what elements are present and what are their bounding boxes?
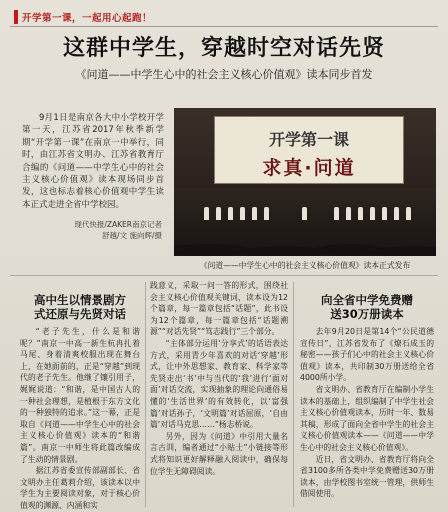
section2-paragraph: “主体部分运用‘分享式’的话语表达方式，采用青少年喜欢的对话‘穿越’形式，让中外思想家、教育家、科学家等先贤走出‘书’中与当代的‘我’进行‘面对面’对话交流，实现抽象的理论向通俗易懂的‘生活世界’的有效转化，以‘富强篇’对话孙子，‘文明篇’对话屈原，‘自由篇’对话马克思……”杨志桥说。	[150, 338, 288, 430]
headline: 这群中学生，穿越时空对话先贤	[62, 36, 385, 61]
performer-figure	[264, 207, 269, 220]
section-banner	[14, 8, 152, 26]
banner-text: 开学第一课，一起用心起跑！	[22, 13, 153, 24]
screen-title: 开学第一课	[268, 130, 349, 149]
audience-silhouette	[374, 246, 436, 256]
section2-body	[150, 280, 288, 477]
section1-title-line2: 式还原与先贤对话	[34, 307, 126, 321]
section3-title-line2: 送30万册读本	[330, 307, 404, 321]
performer-figure	[382, 207, 387, 220]
section3-title	[300, 293, 434, 321]
byline-authors: 舒越/文 施向辉/摄	[102, 231, 162, 240]
byline-reporter: 现代快报/ZAKER南京记者	[74, 220, 162, 229]
photo-caption: 《问道——中学生心中的社会主义核心价值观》读本正式发布	[199, 261, 411, 270]
section1-paragraph: “老子先生，什么是和谐呢？”南京一中高一新生杭冉扎着马尾、身着清爽校服出现在舞台上，在她面前的，正是“穿越”到现代的老子先生。他继了镶引用子，娓娓说道：“和谐，是中国古人的一种社会理想，是植根于东方文化的一种独特的追求。”这一幕，正是取自《问道——中学生心中的社会主义核心价值观》读本的“和谐篇”。南京一中师生将此篇改编成了生动的情景剧。	[20, 327, 140, 464]
section2-paragraph: 另外，因为《问道》中引用大量名言古训，编者通过“小贴士”小链接等形式将知识更好解释融入阅读中，确保每位学生无障碍阅读。	[150, 431, 288, 476]
performer-figure	[204, 207, 209, 220]
section3-title-line1: 向全省中学免费赠	[321, 293, 413, 307]
audience-silhouette	[244, 246, 324, 256]
performer-figure	[370, 207, 375, 220]
stage-screen	[214, 116, 404, 184]
section1-body	[20, 326, 140, 512]
column-divider	[145, 282, 146, 507]
performer-figure	[346, 207, 351, 220]
intro-text: 9月1日是南京各大中小学校开学第一天，江苏省2017年秋季新学期“开学第一课”在南京一中举行，同时，由江苏省文明办、江苏省教育厅合编的《问道——中学生心中的社会主义核心价值观》读本现场同步首发，这也标志着核心价值观中学生读本正式走进全省中学校园。	[22, 113, 164, 210]
section3-body	[300, 326, 434, 500]
intro-paragraph	[22, 112, 164, 211]
section1-title-line1: 高中生以情景剧方	[34, 293, 126, 307]
screen-slogan: 求真·问道	[262, 157, 356, 179]
section3-paragraph: 省文明办、省教育厅在编制小学生读本的基础上，组织编制了中学生社会主义核心价值观读本，历时一年、数易其稿，形成了面向全省中学生的社会主义核心价值观读本——《问道——中学生心中的社会主义核心价值观》。	[300, 384, 434, 452]
banner-accent-bar	[14, 10, 18, 24]
performer-figure	[228, 207, 233, 220]
header-rule	[10, 26, 438, 27]
performer-figure	[240, 207, 245, 220]
byline	[22, 219, 162, 241]
subheadline: 《问道——中学生心中的社会主义核心价值观》读本同步首发	[75, 68, 373, 81]
performer-figure	[252, 207, 257, 220]
section1-paragraph: 据江苏省委宣传部副部长、省文明办主任葛莉介绍，该读本以中学生为主要阅读对象，对于核心价值观的渊源、内涵和实	[20, 466, 140, 510]
performer-figure	[334, 207, 339, 220]
performer-figure	[394, 207, 399, 220]
event-photo	[174, 108, 436, 256]
column-divider	[293, 282, 294, 507]
performer-figure	[302, 207, 307, 220]
performer-figure	[216, 207, 221, 220]
section3-paragraph: 去年9月20日是第14个“公民道德宣传日”，江苏省发布了《燎石成玉的秘密——孩子们心中的社会主义核心价值观》读本，共印制30万册送给全省4000所小学。	[300, 327, 434, 383]
performer-figure	[358, 207, 363, 220]
section2-paragraph: 践意义，采取一问一答的形式，围绕社会主义核心价值观关键词，读本设为12个篇章，每一篇章包括“话题”，此书设为12个篇章，每一篇章包括“话题溯源”“对话先贤”“笃志践行”三个部分。	[150, 281, 288, 337]
performer-figure	[406, 207, 411, 220]
audience-silhouette	[314, 244, 384, 256]
section-divider	[10, 275, 438, 276]
section1-title	[20, 293, 140, 321]
section3-paragraph: 近日，省文明办、省教育厅将向全省3100多所各类中学免费赠送30万册读本，由学校图书室统一管理，供师生借阅使用。	[300, 454, 434, 499]
